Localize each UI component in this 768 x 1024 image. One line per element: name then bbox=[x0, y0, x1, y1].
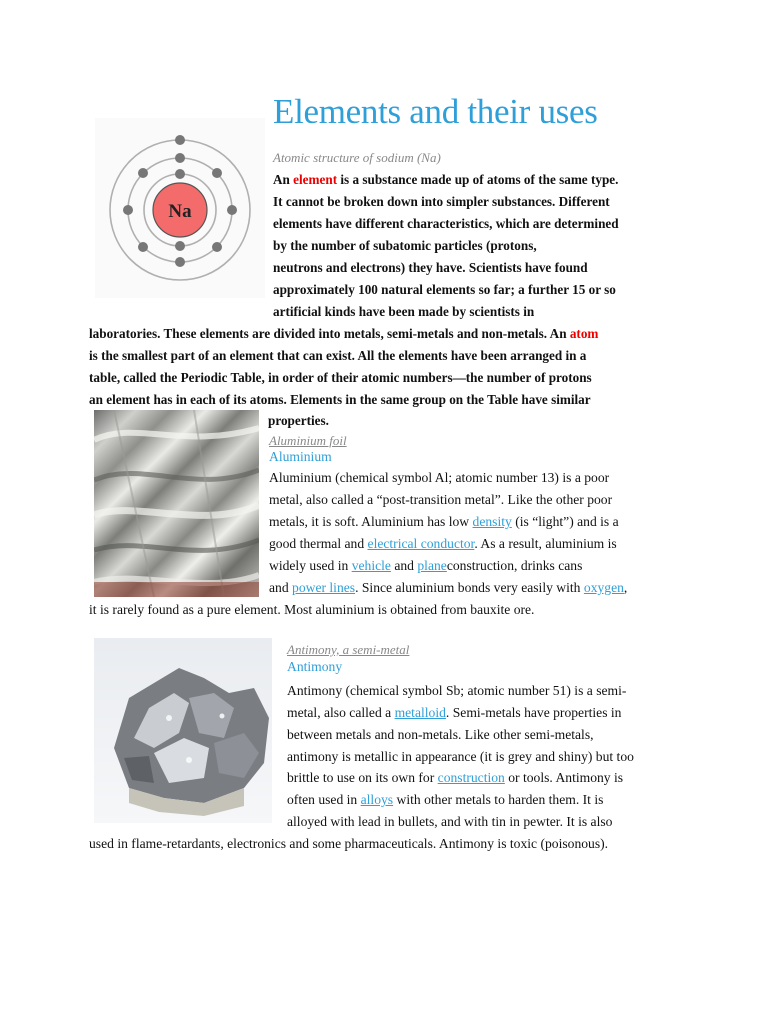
aluminium-caption[interactable]: Aluminium foil bbox=[269, 433, 347, 448]
text: and bbox=[269, 580, 293, 595]
electron bbox=[138, 168, 148, 178]
intro-line: It cannot be broken down into simpler substances. Different bbox=[273, 194, 610, 209]
antimony-line bbox=[287, 789, 603, 811]
text: . Semi-metals have properties in bbox=[445, 705, 622, 720]
aluminium-line bbox=[269, 577, 627, 599]
construction-link[interactable]: construction bbox=[437, 770, 505, 785]
text: metal, also called a bbox=[287, 705, 395, 720]
text: construction, drinks cans bbox=[446, 558, 583, 573]
antimony-caption[interactable]: Antimony, a semi-metal bbox=[287, 642, 410, 657]
antimony-line: Antimony (chemical symbol Sb; atomic number 51) is a semi- bbox=[287, 683, 627, 698]
electron bbox=[227, 205, 237, 215]
antimony-line bbox=[287, 767, 623, 789]
electron bbox=[175, 169, 185, 179]
text: or tools. Antimony is bbox=[504, 770, 624, 785]
aluminium-line: it is rarely found as a pure element. Most aluminium is obtained from bauxite ore. bbox=[89, 602, 535, 617]
atom-link[interactable]: atom bbox=[569, 326, 599, 341]
oxygen-link[interactable]: oxygen bbox=[583, 580, 624, 595]
atom-caption: Atomic structure of sodium (Na) bbox=[273, 150, 441, 165]
electron bbox=[212, 168, 222, 178]
aluminium-line bbox=[269, 511, 619, 533]
electrical-conductor-link[interactable]: electrical conductor bbox=[367, 536, 475, 551]
aluminium-heading: Aluminium bbox=[269, 449, 332, 464]
text: is a substance made up of atoms of the same type. bbox=[337, 172, 619, 187]
electron bbox=[175, 257, 185, 267]
electron bbox=[175, 135, 185, 145]
text: and bbox=[390, 558, 418, 573]
antimony-line: alloyed with lead in bullets, and with tin in pewter. It is also bbox=[287, 814, 613, 829]
antimony-image bbox=[94, 638, 272, 823]
intro-line: elements have different characteristics, which are determined bbox=[273, 216, 619, 231]
intro-line: table, called the Periodic Table, in order of their atomic numbers—the number of protons bbox=[89, 370, 592, 385]
antimony-line: used in flame-retardants, electronics and some pharmaceuticals. Antimony is toxic (poisonous). bbox=[89, 836, 609, 851]
electron bbox=[175, 241, 185, 251]
text: widely used in bbox=[269, 558, 352, 573]
text: often used in bbox=[287, 792, 361, 807]
intro-line bbox=[273, 169, 618, 191]
vehicle-link[interactable]: vehicle bbox=[351, 558, 391, 573]
electron bbox=[175, 153, 185, 163]
intro-line: an element has in each of its atoms. Elements in the same group on the Table have similar bbox=[89, 392, 591, 407]
text: An bbox=[273, 172, 294, 187]
density-link[interactable]: density bbox=[472, 514, 512, 529]
text: . Since aluminium bonds very easily with bbox=[355, 580, 584, 595]
electron bbox=[123, 205, 133, 215]
atom-symbol: Na bbox=[168, 201, 192, 222]
text: metals, it is soft. Aluminium has low bbox=[269, 514, 473, 529]
power-lines-link[interactable]: power lines bbox=[292, 580, 356, 595]
electron bbox=[138, 242, 148, 252]
electron bbox=[212, 242, 222, 252]
aluminium-line bbox=[269, 555, 582, 577]
intro-line: properties. bbox=[268, 413, 329, 428]
antimony-line: antimony is metallic in appearance (it is grey and shiny) but too bbox=[287, 749, 634, 764]
alloys-link[interactable]: alloys bbox=[360, 792, 394, 807]
antimony-line: between metals and non-metals. Like other semi-metals, bbox=[287, 727, 594, 742]
text: . As a result, aluminium is bbox=[474, 536, 617, 551]
text: , bbox=[623, 580, 628, 595]
metalloid-link[interactable]: metalloid bbox=[394, 705, 446, 720]
antimony-line bbox=[287, 702, 621, 724]
intro-line: neutrons and electrons) they have. Scientists have found bbox=[273, 260, 588, 275]
text: brittle to use on its own for bbox=[287, 770, 438, 785]
intro-line bbox=[89, 323, 598, 345]
element-link[interactable]: element bbox=[293, 172, 338, 187]
intro-line: artificial kinds have been made by scientists in bbox=[273, 304, 535, 319]
plane-link[interactable]: plane bbox=[417, 558, 447, 573]
page-title: Elements and their uses bbox=[273, 92, 598, 131]
aluminium-line: Aluminium (chemical symbol Al; atomic number 13) is a poor bbox=[269, 470, 610, 485]
text: good thermal and bbox=[269, 536, 368, 551]
aluminium-line bbox=[269, 533, 617, 555]
antimony-heading: Antimony bbox=[287, 659, 343, 674]
sodium-atom-diagram bbox=[95, 118, 265, 298]
text: (is “light”) and is a bbox=[511, 514, 619, 529]
intro-line: is the smallest part of an element that can exist. All the elements have been arranged in a bbox=[89, 348, 587, 363]
intro-line: by the number of subatomic particles (protons, bbox=[273, 238, 537, 253]
text: with other metals to harden them. It is bbox=[393, 792, 604, 807]
text: laboratories. These elements are divided into metals, semi-metals and non-metals. An bbox=[89, 326, 570, 341]
intro-line: approximately 100 natural elements so far; a further 15 or so bbox=[273, 282, 616, 297]
aluminium-foil-image bbox=[94, 410, 259, 597]
aluminium-line: metal, also called a “post-transition metal”. Like the other poor bbox=[269, 492, 613, 507]
